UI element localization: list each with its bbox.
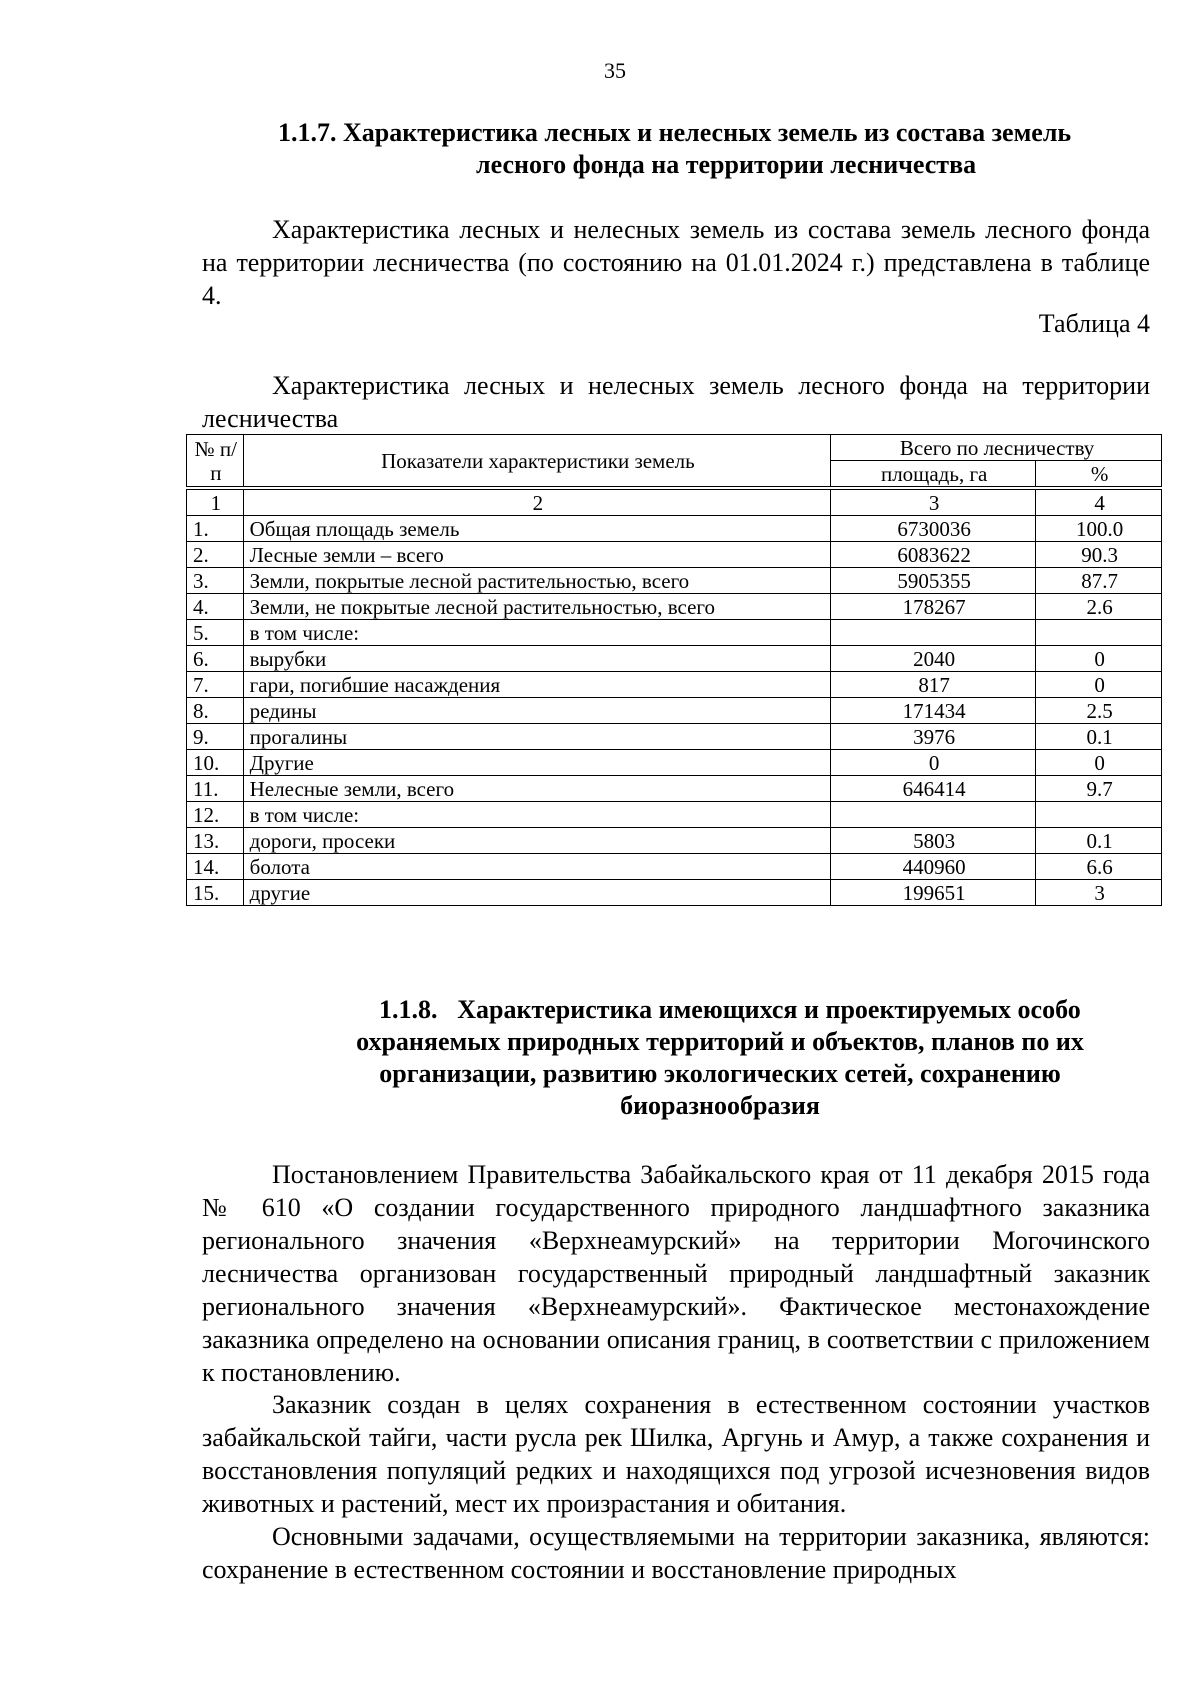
indicator-cell: другие (243, 880, 831, 906)
indicator-cell: редины (243, 698, 831, 724)
area-cell: 5905355 (831, 568, 1036, 594)
row-number-cell: 2. (187, 542, 244, 568)
section-title-line-2: лесного фонда на территории лесничества (476, 150, 977, 179)
column-index-row (187, 488, 1162, 516)
table-row (187, 594, 1162, 620)
table-row (187, 620, 1162, 646)
row-number-cell: 13. (187, 828, 244, 854)
row-number-cell: 5. (187, 620, 244, 646)
table-row (187, 672, 1162, 698)
header-total: Всего по лесничеству (831, 435, 1162, 461)
indicator-cell: Земли, не покрытые лесной растительностью, всего (243, 594, 831, 620)
area-cell: 6083622 (831, 542, 1036, 568)
intro-paragraph: Характеристика лесных и нелесных земель из состава земель лесного фонда на территории лесничества (по состоянию на 01.01.2024 г.) представлена в таблице 4. (202, 215, 1150, 310)
table-row (187, 646, 1162, 672)
row-number-cell: 15. (187, 880, 244, 906)
table-row (187, 750, 1162, 776)
percent-cell (1036, 620, 1162, 646)
row-number-cell: 6. (187, 646, 244, 672)
land-characteristics-table (186, 434, 1162, 906)
area-cell: 6730036 (831, 516, 1036, 542)
section-number: 1.1.8. (379, 995, 438, 1024)
header-number: № п/п (187, 435, 244, 489)
percent-cell: 9.7 (1036, 776, 1162, 802)
area-cell (831, 620, 1036, 646)
section-title-line-1: Характеристика лесных и нелесных земель из состава земель (343, 118, 1072, 147)
table-label: Таблица 4 (1038, 309, 1150, 338)
percent-cell: 100.0 (1036, 516, 1162, 542)
table-row (187, 542, 1162, 568)
table-row (187, 516, 1162, 542)
indicator-cell: дороги, просеки (243, 828, 831, 854)
paragraph-purpose: Заказник создан в целях сохранения в естественном состоянии участков забайкальской тайги, части русла рек Шилка, Аргунь и Амур, а также сохранения и восстановления популяций редких и находящихся под угрозой исчезновения видов животных и растений, мест их произрастания и обитания. (202, 1390, 1150, 1518)
header-percent: % (1036, 461, 1162, 489)
table-row (187, 880, 1162, 906)
area-cell: 178267 (831, 594, 1036, 620)
area-cell: 646414 (831, 776, 1036, 802)
row-number-cell: 7. (187, 672, 244, 698)
header-area: площадь, га (831, 461, 1036, 489)
percent-cell: 90.3 (1036, 542, 1162, 568)
row-number-cell: 8. (187, 698, 244, 724)
section-heading-1-1-7 (278, 117, 1158, 181)
table-row (187, 724, 1162, 750)
column-index-cell: 1 (187, 488, 244, 516)
percent-cell: 6.6 (1036, 854, 1162, 880)
area-cell: 171434 (831, 698, 1036, 724)
row-number-cell: 12. (187, 802, 244, 828)
area-cell: 199651 (831, 880, 1036, 906)
section-title-line-4: биоразнообразия (620, 1091, 820, 1120)
percent-cell: 0 (1036, 750, 1162, 776)
section-title-line-2: охраняемых природных территорий и объектов, планов по их (356, 1027, 1084, 1056)
page-number: 35 (604, 58, 626, 83)
section-number: 1.1.7. (278, 118, 337, 147)
paragraph-resolution: Постановлением Правительства Забайкальского края от 11 декабря 2015 года № 610 «О создании государственного природного ландшафтного заказника регионального значения «Верхнеамурский» на территории Могочинского лесничества организован государственный природный ландшафтный заказник регионального значения «Верхнеамурский». Фактическое местонахождение заказника определено на основании описания границ, в соответствии с приложением к постановлению. (202, 1160, 1150, 1387)
section-title-line-3: организации, развитию экологических сетей, сохранению (379, 1059, 1061, 1088)
row-number-cell: 3. (187, 568, 244, 594)
indicator-cell: Нелесные земли, всего (243, 776, 831, 802)
percent-cell: 87.7 (1036, 568, 1162, 594)
area-cell: 0 (831, 750, 1036, 776)
area-cell: 2040 (831, 646, 1036, 672)
table-row (187, 854, 1162, 880)
indicator-cell: Земли, покрытые лесной растительностью, всего (243, 568, 831, 594)
area-cell: 3976 (831, 724, 1036, 750)
indicator-cell: гари, погибшие насаждения (243, 672, 831, 698)
row-number-cell: 1. (187, 516, 244, 542)
indicator-cell: Лесные земли – всего (243, 542, 831, 568)
indicator-cell: болота (243, 854, 831, 880)
table-row (187, 802, 1162, 828)
indicator-cell: вырубки (243, 646, 831, 672)
indicator-cell: в том числе: (243, 620, 831, 646)
row-number-cell: 10. (187, 750, 244, 776)
area-cell: 817 (831, 672, 1036, 698)
area-cell: 5803 (831, 828, 1036, 854)
percent-cell: 2.6 (1036, 594, 1162, 620)
row-number-cell: 14. (187, 854, 244, 880)
row-number-cell: 11. (187, 776, 244, 802)
section-title-line-1: 1.1.8. Характеристика имеющихся и проектируемых особо (282, 994, 1158, 1026)
area-cell (831, 802, 1036, 828)
paragraph-tasks: Основными задачами, осуществляемыми на территории заказника, являются: сохранение в естественном состоянии и восстановление природных (202, 1522, 1150, 1584)
column-index-cell: 4 (1036, 488, 1162, 516)
percent-cell: 3 (1036, 880, 1162, 906)
percent-cell: 0.1 (1036, 828, 1162, 854)
table-row (187, 776, 1162, 802)
row-number-cell: 4. (187, 594, 244, 620)
percent-cell: 0 (1036, 672, 1162, 698)
column-index-cell: 3 (831, 488, 1036, 516)
table-row (187, 568, 1162, 594)
area-cell: 440960 (831, 854, 1036, 880)
row-number-cell: 9. (187, 724, 244, 750)
indicator-cell: прогалины (243, 724, 831, 750)
header-indicator: Показатели характеристики земель (243, 435, 831, 489)
section-heading-1-1-8 (282, 994, 1158, 1122)
indicator-cell: в том числе: (243, 802, 831, 828)
table-row (187, 828, 1162, 854)
percent-cell: 0.1 (1036, 724, 1162, 750)
table-caption: Характеристика лесных и нелесных земель лесного фонда на территории лесничества (202, 371, 1150, 433)
percent-cell: 0 (1036, 646, 1162, 672)
percent-cell (1036, 802, 1162, 828)
percent-cell: 2.5 (1036, 698, 1162, 724)
column-index-cell: 2 (243, 488, 831, 516)
indicator-cell: Другие (243, 750, 831, 776)
indicator-cell: Общая площадь земель (243, 516, 831, 542)
table-row (187, 698, 1162, 724)
